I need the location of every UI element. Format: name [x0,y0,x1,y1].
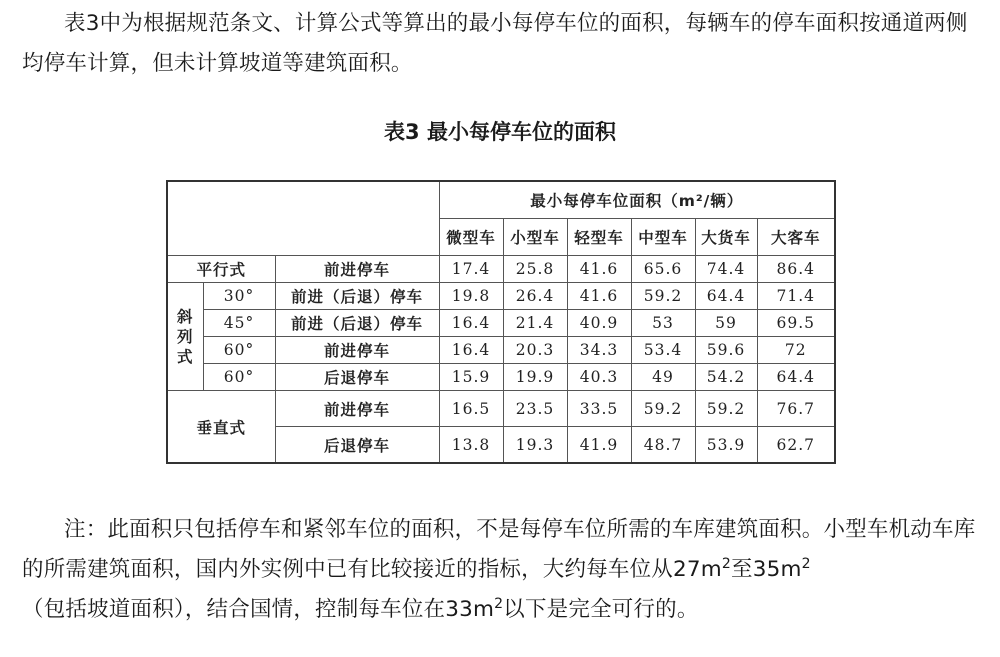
value-cell: 59.2 [631,391,695,427]
value-cell: 76.7 [757,391,835,427]
mode-cell: 后退停车 [275,427,439,464]
value-cell: 41.6 [567,283,631,310]
table-row [167,391,835,427]
value-cell: 48.7 [631,427,695,464]
table-title: 表3 最小每停车位的面积 [384,120,616,144]
value-cell: 17.4 [439,256,503,283]
row-label-parallel: 平行式 [167,256,275,283]
table-corner-cell [167,181,439,256]
value-cell: 16.5 [439,391,503,427]
mode-cell: 前进停车 [275,391,439,427]
value-cell: 41.9 [567,427,631,464]
mode-cell: 前进（后退）停车 [275,310,439,337]
row-label-oblique [167,283,203,391]
value-cell: 19.3 [503,427,567,464]
note-text: （包括坡道面积），结合国情，控制每车位在33m [22,597,495,622]
value-cell: 64.4 [695,283,757,310]
value-cell: 59.2 [695,391,757,427]
note-text: 以下是完全可行的。 [503,597,699,622]
value-cell: 26.4 [503,283,567,310]
superscript: 2 [494,596,504,612]
value-cell: 21.4 [503,310,567,337]
mode-cell: 后退停车 [275,364,439,391]
mode-cell: 前进停车 [275,337,439,364]
group-header: 最小每停车位面积（m²/辆） [439,181,835,219]
value-cell: 53.9 [695,427,757,464]
angle-cell: 60° [203,364,275,391]
note-paragraph [22,510,984,630]
table-row [167,337,835,364]
value-cell: 40.3 [567,364,631,391]
value-cell: 41.6 [567,256,631,283]
value-cell: 62.7 [757,427,835,464]
value-cell: 25.8 [503,256,567,283]
intro-paragraph: 表3中为根据规范条文、计算公式等算出的最小每停车位的面积，每辆车的停车面积按通道两侧均停车计算，但未计算坡道等建筑面积。 [22,11,968,76]
superscript: 2 [801,556,811,572]
value-cell: 65.6 [631,256,695,283]
table-row [167,283,835,310]
column-header: 大货车 [695,219,757,256]
value-cell: 20.3 [503,337,567,364]
value-cell: 72 [757,337,835,364]
angle-cell: 45° [203,310,275,337]
value-cell: 69.5 [757,310,835,337]
column-header: 轻型车 [567,219,631,256]
table-row [167,256,835,283]
value-cell: 59 [695,310,757,337]
oblique-char: 斜 [176,307,194,326]
value-cell: 53 [631,310,695,337]
angle-cell: 60° [203,337,275,364]
value-cell: 54.2 [695,364,757,391]
value-cell: 16.4 [439,337,503,364]
value-cell: 34.3 [567,337,631,364]
note-text: 至35m [731,557,802,582]
angle-cell: 30° [203,283,275,310]
value-cell: 49 [631,364,695,391]
column-header: 微型车 [439,219,503,256]
row-label-vertical: 垂直式 [167,391,275,464]
value-cell: 53.4 [631,337,695,364]
parking-area-table [166,180,836,464]
value-cell: 59.6 [695,337,757,364]
value-cell: 19.8 [439,283,503,310]
mode-cell: 前进（后退）停车 [275,283,439,310]
column-header: 大客车 [757,219,835,256]
column-header: 中型车 [631,219,695,256]
value-cell: 23.5 [503,391,567,427]
value-cell: 15.9 [439,364,503,391]
value-cell: 71.4 [757,283,835,310]
mode-cell: 前进停车 [275,256,439,283]
value-cell: 86.4 [757,256,835,283]
oblique-char: 列 [176,327,194,346]
table-row [167,364,835,391]
value-cell: 13.8 [439,427,503,464]
value-cell: 40.9 [567,310,631,337]
value-cell: 33.5 [567,391,631,427]
superscript: 2 [721,556,732,572]
value-cell: 64.4 [757,364,835,391]
table-row [167,310,835,337]
value-cell: 16.4 [439,310,503,337]
oblique-char: 式 [176,347,194,366]
value-cell: 59.2 [631,283,695,310]
value-cell: 74.4 [695,256,757,283]
column-header: 小型车 [503,219,567,256]
value-cell: 19.9 [503,364,567,391]
note-text: 注：此面积只包括停车和紧邻车位的面积，不是每停车位所需的车库建筑面积。小型车机动车库的所需建筑面积，国内外实例中已有比较接近的指标，大约每车位从27m [22,517,976,582]
